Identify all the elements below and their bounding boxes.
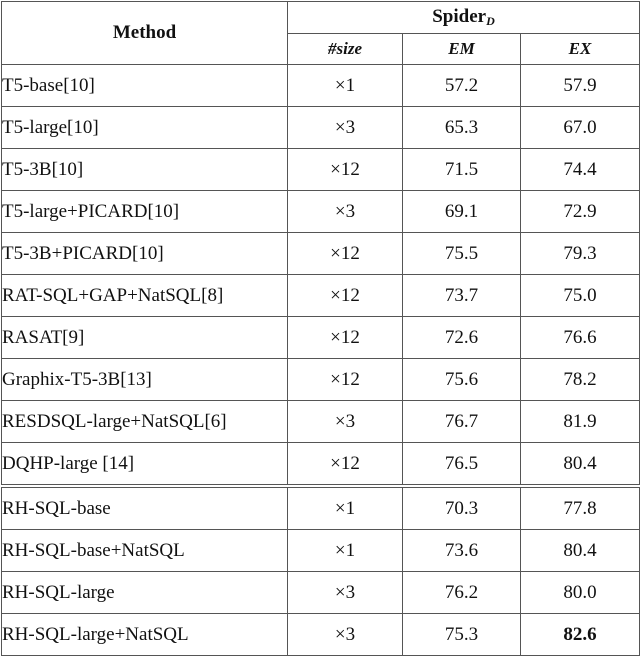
table-row-ours (2, 572, 640, 614)
size-cell: ×12 (288, 149, 403, 191)
em-cell: 75.3 (403, 614, 521, 656)
size-cell: ×12 (288, 233, 403, 275)
ex-cell: 80.4 (521, 530, 640, 572)
ex-cell: 72.9 (521, 191, 640, 233)
method-cell: T5-base[10] (2, 65, 288, 107)
method-cell: DQHP-large [14] (2, 443, 288, 487)
em-cell: 76.2 (403, 572, 521, 614)
size-cell: ×3 (288, 614, 403, 656)
em-cell: 72.6 (403, 317, 521, 359)
em-header: EM (403, 34, 521, 65)
ex-cell: 80.4 (521, 443, 640, 487)
method-header: Method (2, 2, 288, 65)
table-row (2, 65, 640, 107)
ex-cell: 80.0 (521, 572, 640, 614)
method-cell: T5-large[10] (2, 107, 288, 149)
size-cell: ×1 (288, 486, 403, 530)
table-row-ours (2, 486, 640, 530)
method-cell: RESDSQL-large+NatSQL[6] (2, 401, 288, 443)
table-row (2, 233, 640, 275)
ex-cell: 81.9 (521, 401, 640, 443)
table-row (2, 317, 640, 359)
em-cell: 76.5 (403, 443, 521, 487)
table-row (2, 149, 640, 191)
size-cell: ×1 (288, 65, 403, 107)
ex-cell: 78.2 (521, 359, 640, 401)
table-row (2, 275, 640, 317)
table-row (2, 401, 640, 443)
table-row (2, 443, 640, 487)
em-cell: 57.2 (403, 65, 521, 107)
method-cell: Graphix-T5-3B[13] (2, 359, 288, 401)
ex-cell: 67.0 (521, 107, 640, 149)
size-cell: ×1 (288, 530, 403, 572)
table-row-ours (2, 614, 640, 656)
method-cell: RASAT[9] (2, 317, 288, 359)
em-cell: 70.3 (403, 486, 521, 530)
ex-cell: 76.6 (521, 317, 640, 359)
em-cell: 75.6 (403, 359, 521, 401)
method-cell: T5-3B[10] (2, 149, 288, 191)
method-cell: RH-SQL-large+NatSQL (2, 614, 288, 656)
ex-header: EX (521, 34, 640, 65)
method-cell: RAT-SQL+GAP+NatSQL[8] (2, 275, 288, 317)
method-cell: T5-3B+PICARD[10] (2, 233, 288, 275)
em-cell: 75.5 (403, 233, 521, 275)
table-row (2, 359, 640, 401)
results-table (1, 1, 640, 656)
size-cell: ×3 (288, 107, 403, 149)
size-cell: ×3 (288, 572, 403, 614)
size-cell: ×12 (288, 359, 403, 401)
method-cell: RH-SQL-base (2, 486, 288, 530)
header-row-top (2, 2, 640, 34)
ex-cell: 57.9 (521, 65, 640, 107)
size-cell: ×3 (288, 401, 403, 443)
em-cell: 76.7 (403, 401, 521, 443)
size-cell: ×12 (288, 443, 403, 487)
em-cell: 65.3 (403, 107, 521, 149)
table-row (2, 191, 640, 233)
method-cell: T5-large+PICARD[10] (2, 191, 288, 233)
size-cell: ×12 (288, 317, 403, 359)
table-row (2, 107, 640, 149)
table-row-ours (2, 530, 640, 572)
size-cell: ×12 (288, 275, 403, 317)
ex-cell-best: 82.6 (521, 614, 640, 656)
em-cell: 71.5 (403, 149, 521, 191)
em-cell: 69.1 (403, 191, 521, 233)
em-cell: 73.7 (403, 275, 521, 317)
spider-label: Spider (432, 6, 487, 27)
ex-cell: 79.3 (521, 233, 640, 275)
method-cell: RH-SQL-large (2, 572, 288, 614)
results-table-figure (1, 1, 639, 667)
size-header: #size (288, 34, 403, 65)
ex-cell: 77.8 (521, 486, 640, 530)
spider-group-header (288, 2, 640, 34)
size-cell: ×3 (288, 191, 403, 233)
em-cell: 73.6 (403, 530, 521, 572)
ex-cell: 74.4 (521, 149, 640, 191)
ex-cell: 75.0 (521, 275, 640, 317)
spider-subscript: D (486, 14, 495, 28)
method-cell: RH-SQL-base+NatSQL (2, 530, 288, 572)
